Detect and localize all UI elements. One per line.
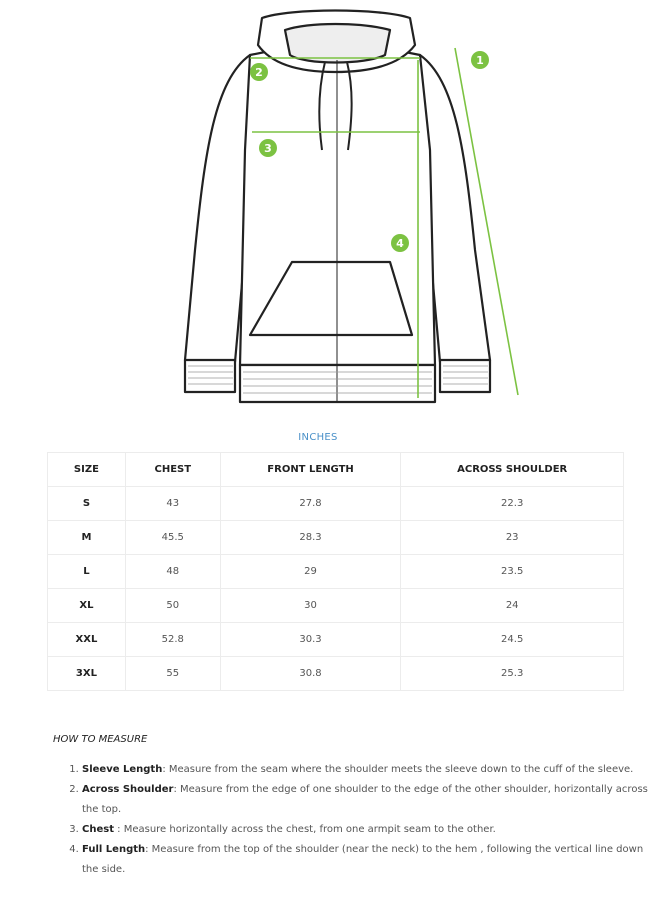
cell-chest: 55 (125, 657, 220, 691)
cell-across-shoulder: 24.5 (401, 623, 624, 657)
svg-text:2: 2 (255, 66, 263, 79)
cell-chest: 43 (125, 487, 220, 521)
cell-size: S (48, 487, 126, 521)
description: : Measure from the top of the shoulder (near the neck) to the hem , following the vertical line down the side. (82, 844, 644, 875)
table-row (48, 555, 624, 589)
how-to-measure-title: HOW TO MEASURE (53, 734, 148, 745)
cell-across-shoulder: 25.3 (401, 657, 624, 691)
list-item (82, 840, 652, 880)
term: Across Shoulder (82, 784, 174, 795)
cell-front-length: 28.3 (220, 521, 401, 555)
description: : Measure from the edge of one shoulder to the edge of the other shoulder, horizontally across the top. (82, 784, 648, 815)
cell-across-shoulder: 23.5 (401, 555, 624, 589)
description: : Measure from the seam where the shoulder meets the sleeve down to the cuff of the sleeve. (162, 764, 634, 775)
term: Sleeve Length (82, 764, 163, 775)
marker-1 (471, 51, 489, 69)
term: Chest (82, 824, 114, 835)
table-row (48, 487, 624, 521)
table-row (48, 657, 624, 691)
header-across-shoulder: ACROSS SHOULDER (401, 453, 624, 487)
cell-front-length: 30 (220, 589, 401, 623)
svg-text:3: 3 (264, 142, 272, 155)
description: : Measure horizontally across the chest, from one armpit seam to the other. (113, 824, 496, 835)
list-item (82, 780, 652, 820)
units-label: INCHES (298, 432, 338, 443)
table-row (48, 623, 624, 657)
list-item (82, 820, 652, 840)
cell-front-length: 27.8 (220, 487, 401, 521)
cell-front-length: 29 (220, 555, 401, 589)
size-chart-table (47, 452, 624, 691)
marker-2 (250, 63, 268, 81)
how-to-measure-list (58, 760, 652, 880)
cell-front-length: 30.3 (220, 623, 401, 657)
right-cuff (440, 360, 490, 392)
table-header-row (48, 453, 624, 487)
svg-text:1: 1 (476, 54, 484, 67)
cell-size: 3XL (48, 657, 126, 691)
cell-chest: 45.5 (125, 521, 220, 555)
marker-4 (391, 234, 409, 252)
list-item (82, 760, 652, 780)
header-chest: CHEST (125, 453, 220, 487)
svg-text:4: 4 (396, 237, 404, 250)
cell-size: L (48, 555, 126, 589)
cell-size: XXL (48, 623, 126, 657)
marker-3 (259, 139, 277, 157)
table-row (48, 521, 624, 555)
cell-chest: 52.8 (125, 623, 220, 657)
cell-front-length: 30.8 (220, 657, 401, 691)
header-size: SIZE (48, 453, 126, 487)
cell-across-shoulder: 23 (401, 521, 624, 555)
cell-chest: 48 (125, 555, 220, 589)
term: Full Length (82, 844, 146, 855)
cell-size: M (48, 521, 126, 555)
hoodie-illustration (0, 0, 669, 420)
cell-size: XL (48, 589, 126, 623)
left-cuff (185, 360, 235, 392)
cell-across-shoulder: 22.3 (401, 487, 624, 521)
header-front-length: FRONT LENGTH (220, 453, 401, 487)
cell-across-shoulder: 24 (401, 589, 624, 623)
cell-chest: 50 (125, 589, 220, 623)
table-row (48, 589, 624, 623)
